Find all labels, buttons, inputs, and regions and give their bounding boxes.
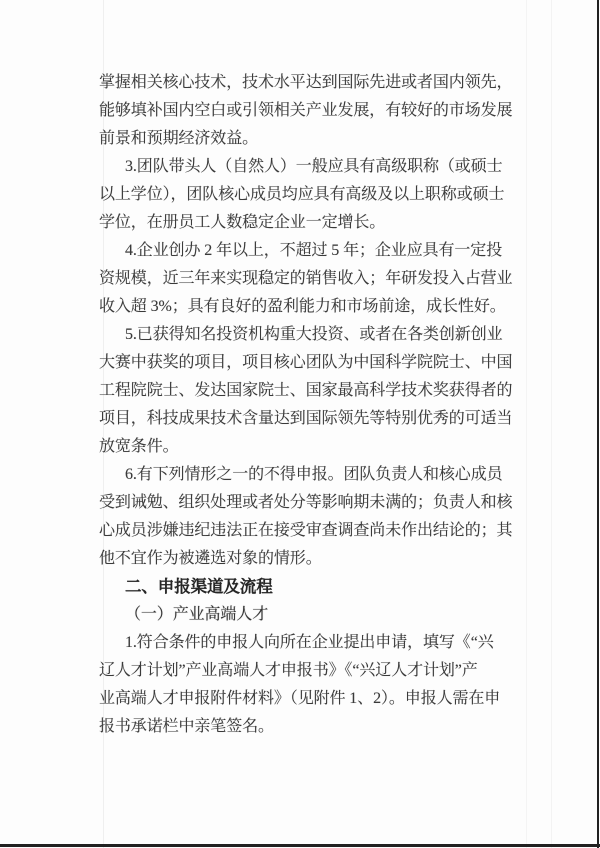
- text-line: 项目，科技成果技术含量达到国际领先等特别优秀的可适当: [99, 410, 513, 427]
- text-line: 放宽条件。: [99, 438, 179, 455]
- text-line: 工程院院士、发达国家院士、国家最高科学技术奖获得者的: [99, 382, 513, 399]
- document-text: [99, 69, 519, 741]
- text-line: 6.有下列情形之一的不得申报。团队负责人和核心成员: [125, 466, 503, 483]
- text-line: 报书承诺栏中亲笔签名。: [99, 718, 274, 735]
- text-line: 大赛中获奖的项目，项目核心团队为中国科学院院士、中国: [99, 354, 513, 371]
- text-line: 3.团队带头人（自然人）一般应具有高级职称（或硕士: [125, 158, 503, 175]
- subsection-heading: （一）产业高端人才: [125, 606, 269, 623]
- section-heading: 二、申报渠道及流程: [125, 578, 273, 596]
- text-line: 5.已获得知名投资机构重大投资、或者在各类创新创业: [125, 326, 503, 343]
- scan-crease-line: [526, 0, 527, 848]
- scan-edge-right: [597, 0, 600, 848]
- text-line: 收入超 3%；具有良好的盈利能力和市场前途，成长性好。: [99, 298, 506, 315]
- text-line: 心成员涉嫌违纪违法正在接受审查调查尚未作出结论的；其: [99, 522, 513, 539]
- scan-edge-bottom: [0, 844, 600, 848]
- text-line: 4.企业创办 2 年以上，不超过 5 年；企业应具有一定投: [125, 242, 503, 259]
- text-line: 前景和预期经济效益。: [99, 130, 259, 147]
- text-line: 以上学位），团队核心成员均应具有高级及以上职称或硕士: [99, 186, 505, 203]
- text-line: 受到诫勉、组织处理或者处分等影响期未满的；负责人和核: [99, 494, 513, 511]
- text-line: 辽人才计划”产业高端人才申报书》《“兴辽人才计划”产: [99, 662, 478, 679]
- text-line: 能够填补国内空白或引领相关产业发展，有较好的市场发展: [99, 102, 513, 119]
- text-line: 业高端人才申报附件材料》（见附件 1、2）。申报人需在申: [99, 690, 501, 707]
- text-line: 他不宜作为被遴选对象的情形。: [99, 550, 322, 567]
- text-line: 掌握相关核心技术，技术水平达到国际先进或者国内领先，: [99, 74, 513, 91]
- text-line: 学位，在册员工人数稳定企业一定增长。: [99, 214, 386, 231]
- scan-crease-line: [551, 0, 552, 848]
- text-line: 1.符合条件的申报人向所在企业提出申请，填写《“兴: [125, 634, 494, 651]
- text-line: 资规模，近三年来实现稳定的销售收入；年研发投入占营业: [99, 270, 513, 287]
